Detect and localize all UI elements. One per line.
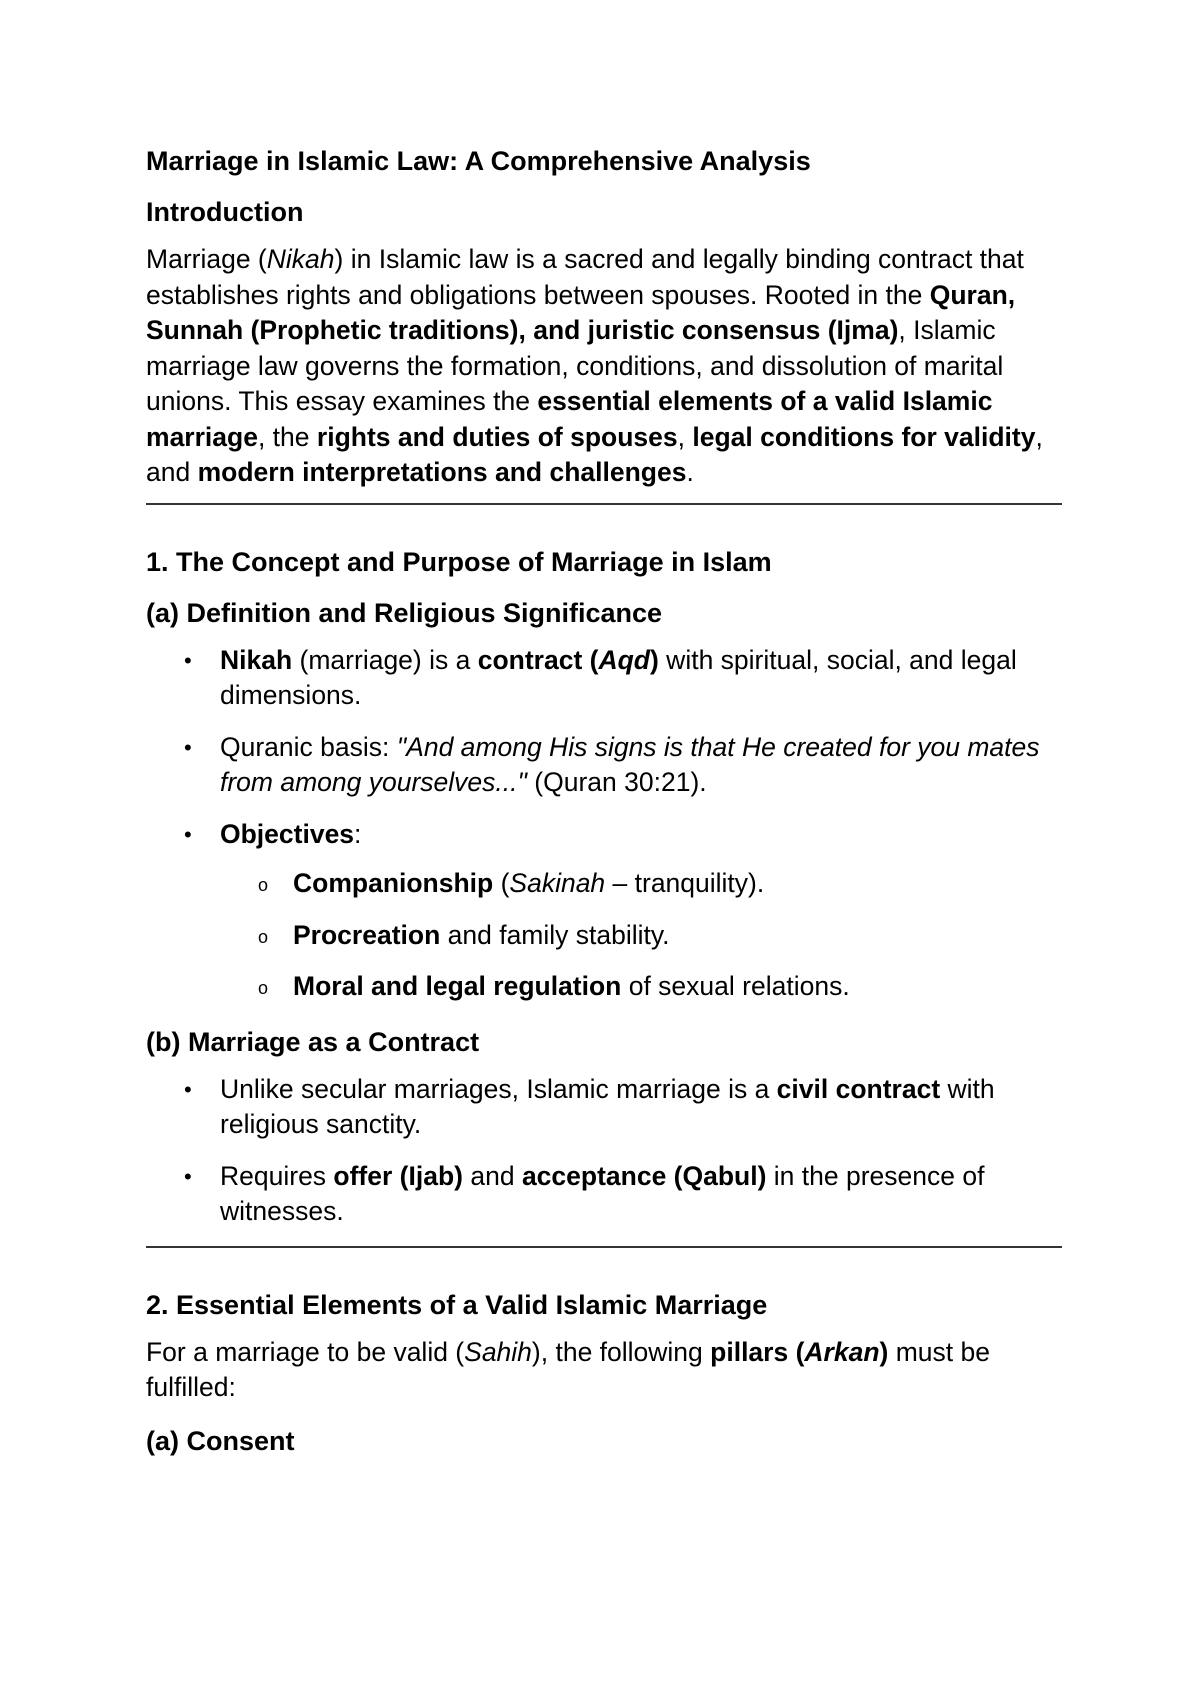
sub-list-item: [146, 969, 1062, 1005]
text-run: Quranic basis:: [220, 731, 397, 762]
bullet-icon: •: [184, 821, 192, 847]
horizontal-rule: [146, 503, 1062, 505]
text-run-bold-italic: Arkan: [804, 1336, 880, 1367]
bullet-icon: •: [184, 647, 192, 673]
text-run: :: [354, 818, 362, 849]
section2-heading: 2. Essential Elements of a Valid Islamic Marriage: [146, 1289, 768, 1320]
text-run-bold: Objectives: [220, 818, 355, 849]
circle-bullet-icon: o: [258, 978, 269, 998]
section1-b-list: [146, 1072, 1062, 1230]
text-run-italic: "And among His signs is that He created for you mates from among yourselves...": [220, 731, 1040, 797]
text-run-bold: ): [879, 1336, 889, 1367]
text-run: with religious sanctity.: [220, 1073, 995, 1139]
text-run: , Islamic marriage law governs the formation, conditions, and dissolution of marital unions. This essay examines the: [146, 315, 1004, 416]
text-run-bold: contract (: [477, 644, 599, 675]
text-run-bold: Nikah: [220, 644, 293, 675]
section1-heading: 1. The Concept and Purpose of Marriage in Islam: [146, 546, 772, 577]
text-run-bold: Procreation: [293, 919, 441, 950]
text-run: of sexual relations.: [621, 971, 850, 1001]
text-run-bold: Companionship: [293, 868, 494, 898]
sub-list-item: [146, 866, 1062, 902]
text-run: (marriage) is a: [292, 644, 478, 675]
sub-list-item: [146, 918, 1062, 954]
text-run: and: [462, 1160, 522, 1191]
text-run: , the: [257, 421, 317, 452]
text-run: Unlike secular marriages, Islamic marriage is a: [220, 1073, 777, 1104]
text-run: ) in Islamic law is a sacred and legally binding contract that establishes rights and obligations between spouses. Rooted in the: [146, 244, 1024, 310]
intro-paragraph: [146, 242, 1062, 491]
text-run-bold-italic: Aqd: [598, 644, 650, 675]
list-item: [146, 643, 1062, 714]
text-run: .: [686, 457, 694, 487]
bullet-icon: •: [184, 1076, 192, 1102]
text-run: must be fulfilled:: [146, 1336, 991, 1402]
text-run-bold: offer (Ijab): [333, 1160, 463, 1191]
document-content: [146, 140, 1062, 1471]
text-run: and family stability.: [440, 919, 670, 950]
text-run-bold: Quran, Sunnah (Prophetic traditions), and juristic consensus (Ijma): [146, 279, 1016, 345]
text-run-bold: ): [649, 644, 659, 675]
text-run: Requires: [220, 1160, 334, 1191]
text-run-bold: modern interpretations and challenges: [197, 457, 687, 487]
section2-paragraph: [146, 1335, 1062, 1406]
text-run-bold: civil contract: [776, 1073, 941, 1104]
text-run: , and: [146, 421, 1043, 487]
circle-bullet-icon: o: [258, 926, 269, 947]
text-run-bold: essential elements of a valid Islamic marriage: [146, 386, 993, 452]
bullet-icon: •: [184, 734, 192, 760]
horizontal-rule: [146, 1246, 1062, 1248]
section1-sub-a-heading: (a) Definition and Religious Significance: [146, 597, 663, 628]
text-run: with spiritual, social, and legal dimensions.: [220, 644, 1017, 710]
list-item: [146, 1072, 1062, 1143]
list-item: [146, 817, 1062, 1005]
document-title: Marriage in Islamic Law: A Comprehensive Analysis: [146, 146, 811, 176]
section2-sub-a-heading: (a) Consent: [146, 1425, 295, 1456]
text-run: (Quran 30:21).: [526, 767, 707, 797]
section1-a-list: [146, 643, 1062, 1005]
objectives-list: [220, 866, 1062, 1005]
text-run-italic: Nikah: [266, 244, 335, 274]
list-item: [146, 1159, 1062, 1230]
text-run: – tranquility).: [605, 868, 765, 898]
text-run: (: [493, 868, 510, 898]
text-run-bold: rights and duties of spouses: [316, 421, 678, 452]
text-run-bold: legal conditions for validity: [692, 421, 1036, 452]
text-run: ), the following: [531, 1336, 711, 1367]
text-run: ,: [677, 421, 693, 452]
text-run-italic: Sahih: [464, 1336, 532, 1367]
text-run-bold: pillars (: [710, 1336, 805, 1367]
bullet-icon: •: [184, 1163, 192, 1189]
intro-heading: Introduction: [146, 197, 304, 227]
text-run: in the presence of witnesses.: [220, 1160, 985, 1226]
text-run-italic: Sakinah: [509, 868, 606, 898]
list-item: [146, 730, 1062, 801]
section1-sub-b-heading: (b) Marriage as a Contract: [146, 1026, 480, 1057]
circle-bullet-icon: o: [258, 875, 269, 895]
text-run-bold: acceptance (Qabul): [521, 1160, 767, 1191]
text-run-bold: Moral and legal regulation: [293, 971, 622, 1001]
text-run: Marriage (: [146, 244, 267, 274]
text-run: For a marriage to be valid (: [146, 1336, 465, 1367]
